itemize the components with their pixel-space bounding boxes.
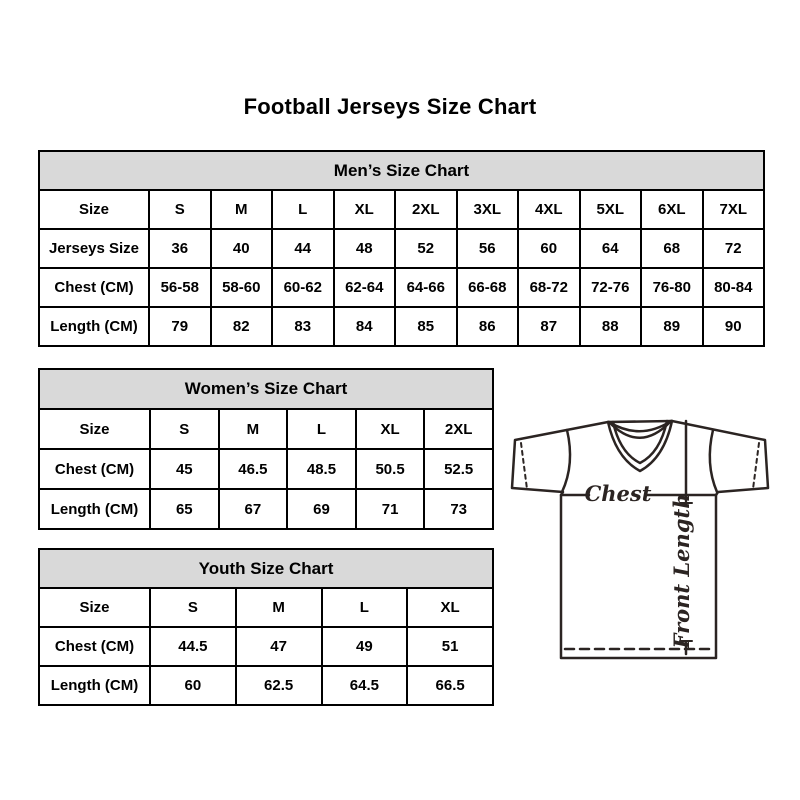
table-cell: L <box>272 190 334 229</box>
jersey-measurement-diagram <box>505 396 795 668</box>
row-label-cell: Length (CM) <box>39 489 150 529</box>
row-label-cell: Length (CM) <box>39 307 149 346</box>
table-row <box>39 409 493 449</box>
table-cell: 65 <box>150 489 219 529</box>
table-cell: 45 <box>150 449 219 489</box>
table-cell: 44.5 <box>150 627 236 666</box>
table-title: Men’s Size Chart <box>39 151 764 190</box>
table-cell: XL <box>334 190 396 229</box>
table-cell: 80-84 <box>703 268 765 307</box>
table-cell: 56-58 <box>149 268 211 307</box>
row-label-cell: Chest (CM) <box>39 449 150 489</box>
table-cell: 52.5 <box>424 449 493 489</box>
table-cell: 89 <box>641 307 703 346</box>
table-cell: 84 <box>334 307 396 346</box>
page-title: Football Jerseys Size Chart <box>243 94 537 119</box>
table-row <box>39 588 493 627</box>
table-cell: 66.5 <box>407 666 493 705</box>
table-header-row <box>39 151 764 190</box>
table-cell: 56 <box>457 229 519 268</box>
table-row <box>39 489 493 529</box>
table-title: Youth Size Chart <box>39 549 493 588</box>
table-cell: 67 <box>219 489 288 529</box>
table-cell: 66-68 <box>457 268 519 307</box>
table-cell: 76-80 <box>641 268 703 307</box>
table-cell: 58-60 <box>211 268 273 307</box>
table-cell: 2XL <box>395 190 457 229</box>
table-cell: 6XL <box>641 190 703 229</box>
table-cell: XL <box>407 588 493 627</box>
table-cell: 83 <box>272 307 334 346</box>
table-cell: 4XL <box>518 190 580 229</box>
table-row <box>39 268 764 307</box>
mens-size-table <box>38 150 765 347</box>
right-sleeve-seam <box>710 430 717 492</box>
table-cell: 71 <box>356 489 425 529</box>
table-row <box>39 190 764 229</box>
table-cell: XL <box>356 409 425 449</box>
table-row <box>39 229 764 268</box>
table-header-row <box>39 549 493 588</box>
table-cell: 88 <box>580 307 642 346</box>
table-cell: 52 <box>395 229 457 268</box>
collar-top-line <box>608 421 672 422</box>
row-label-cell: Size <box>39 190 149 229</box>
table-cell: 49 <box>322 627 408 666</box>
table-cell: 50.5 <box>356 449 425 489</box>
table-cell: 62.5 <box>236 666 322 705</box>
row-label-cell: Chest (CM) <box>39 268 149 307</box>
table-row <box>39 627 493 666</box>
table-cell: 68 <box>641 229 703 268</box>
table-cell: M <box>219 409 288 449</box>
table-cell: 5XL <box>580 190 642 229</box>
youth-size-table <box>38 548 494 706</box>
table-cell: 72-76 <box>580 268 642 307</box>
table-row <box>39 307 764 346</box>
table-cell: 48.5 <box>287 449 356 489</box>
table-cell: 44 <box>272 229 334 268</box>
table-cell: 46.5 <box>219 449 288 489</box>
table-cell: 79 <box>149 307 211 346</box>
table-title: Women’s Size Chart <box>39 369 493 409</box>
front-length-label: Front Length <box>669 493 694 649</box>
table-cell: 2XL <box>424 409 493 449</box>
table-cell: M <box>211 190 273 229</box>
row-label-cell: Size <box>39 588 150 627</box>
row-label-cell: Length (CM) <box>39 666 150 705</box>
table-row <box>39 666 493 705</box>
table-cell: 73 <box>424 489 493 529</box>
table-cell: 64.5 <box>322 666 408 705</box>
right-cuff-dashed-line <box>753 443 759 489</box>
table-row <box>39 449 493 489</box>
table-cell: 68-72 <box>518 268 580 307</box>
table-cell: 51 <box>407 627 493 666</box>
table-cell: 86 <box>457 307 519 346</box>
table-cell: 36 <box>149 229 211 268</box>
table-cell: 40 <box>211 229 273 268</box>
womens-size-table <box>38 368 494 530</box>
table-cell: M <box>236 588 322 627</box>
table-cell: 64 <box>580 229 642 268</box>
table-cell: 60 <box>518 229 580 268</box>
table-cell: 69 <box>287 489 356 529</box>
table-cell: 3XL <box>457 190 519 229</box>
table-cell: S <box>150 588 236 627</box>
chest-label: Chest <box>584 481 652 506</box>
table-cell: L <box>287 409 356 449</box>
table-header-row <box>39 369 493 409</box>
collar-inner-arc <box>610 422 670 438</box>
row-label-cell: Jerseys Size <box>39 229 149 268</box>
jersey-diagram-svg <box>505 396 795 668</box>
table-cell: 47 <box>236 627 322 666</box>
left-cuff-dashed-line <box>521 443 527 489</box>
table-cell: S <box>150 409 219 449</box>
row-label-cell: Size <box>39 409 150 449</box>
table-cell: 48 <box>334 229 396 268</box>
table-cell: 82 <box>211 307 273 346</box>
table-cell: 85 <box>395 307 457 346</box>
row-label-cell: Chest (CM) <box>39 627 150 666</box>
table-cell: S <box>149 190 211 229</box>
table-cell: L <box>322 588 408 627</box>
table-cell: 64-66 <box>395 268 457 307</box>
left-sleeve-seam <box>562 430 570 492</box>
table-cell: 62-64 <box>334 268 396 307</box>
table-cell: 72 <box>703 229 765 268</box>
table-cell: 87 <box>518 307 580 346</box>
table-cell: 7XL <box>703 190 765 229</box>
table-cell: 60-62 <box>272 268 334 307</box>
table-cell: 60 <box>150 666 236 705</box>
jersey-outline <box>512 421 768 658</box>
table-cell: 90 <box>703 307 765 346</box>
